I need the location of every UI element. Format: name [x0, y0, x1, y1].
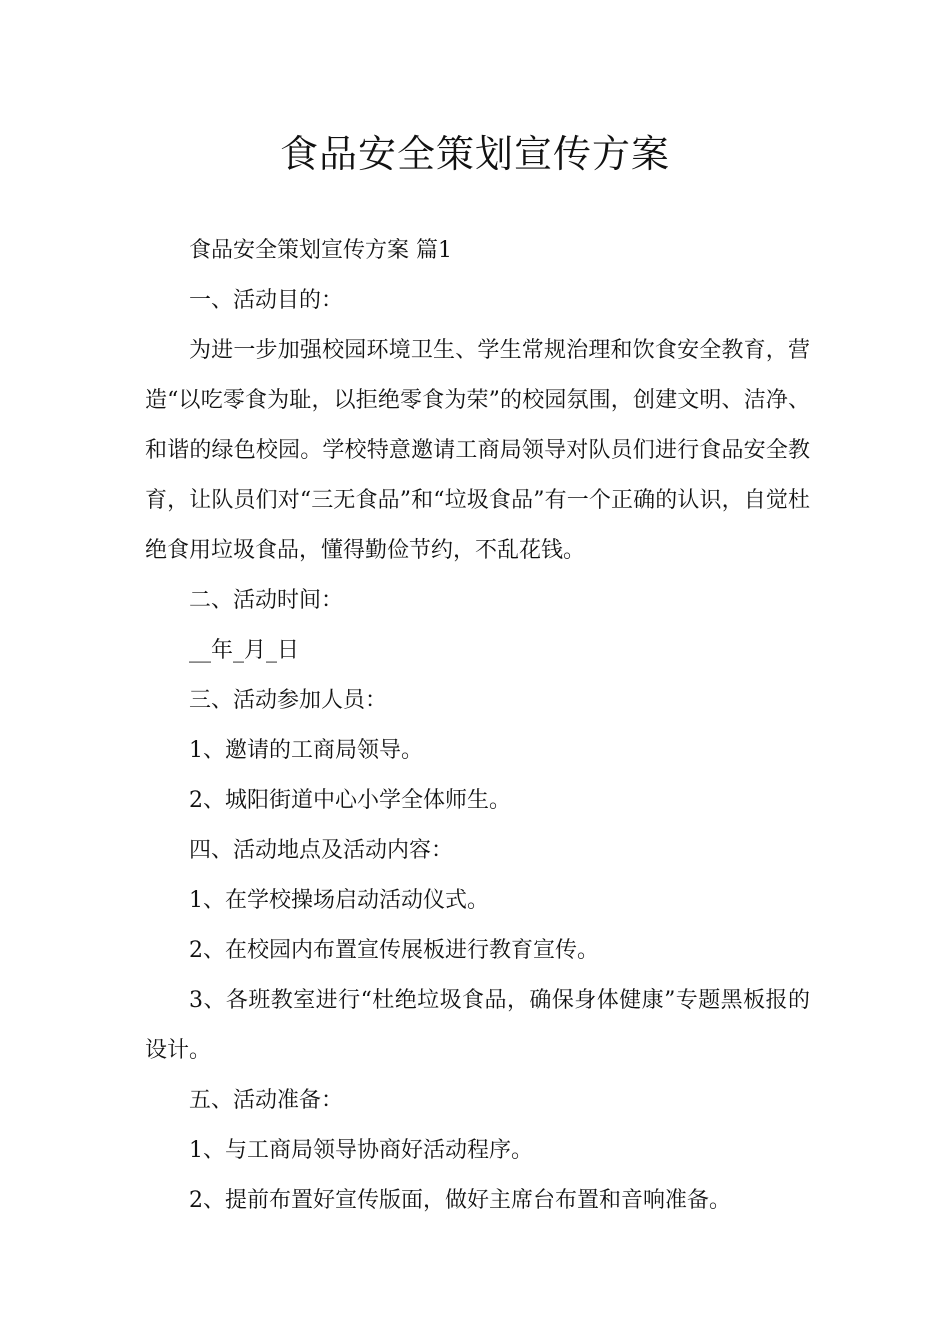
list-item-content-3: 3、各班教室进行“杜绝垃圾食品，确保身体健康”专题黑板报的设计。 — [145, 988, 810, 1063]
document-title: 食品安全策划宣传方案 — [279, 132, 670, 176]
paragraph-activity-purpose: 为进一步加强校园环境卫生、学生常规治理和饮食安全教育，营造“以吃零食为耻，以拒绝零食为荣”的校园氛围，创建文明、洁净、和谐的绿色校园。学校特意邀请工商局领导对队员们进行食品安全教育，让队员们对“三无食品”和“垃圾食品”有一个正确的认识，自觉杜绝食用垃圾食品，懂得勤俭节约，不乱花钱。 — [145, 338, 810, 563]
list-item-content-1: 1、在学校操场启动活动仪式。 — [189, 888, 489, 913]
heading-activity-time: 二、活动时间： — [189, 588, 344, 613]
heading-participants: 三、活动参加人员： — [189, 688, 388, 713]
paragraph-activity-date: __年_月_日 — [189, 638, 300, 663]
section-heading-part1: 食品安全策划宣传方案 篇1 — [189, 238, 452, 263]
heading-location-content: 四、活动地点及活动内容： — [189, 838, 454, 863]
heading-activity-purpose: 一、活动目的： — [189, 288, 344, 313]
document-body — [145, 226, 810, 1226]
list-item-content-2: 2、在校园内布置宣传展板进行教育宣传。 — [189, 938, 599, 963]
heading-preparation: 五、活动准备： — [189, 1088, 344, 1113]
list-item-participant-2: 2、城阳街道中心小学全体师生。 — [189, 788, 511, 813]
list-item-preparation-1: 1、与工商局领导协商好活动程序。 — [189, 1138, 533, 1163]
list-item-preparation-2: 2、提前布置好宣传版面，做好主席台布置和音响准备。 — [189, 1188, 731, 1213]
list-item-participant-1: 1、邀请的工商局领导。 — [189, 738, 423, 763]
